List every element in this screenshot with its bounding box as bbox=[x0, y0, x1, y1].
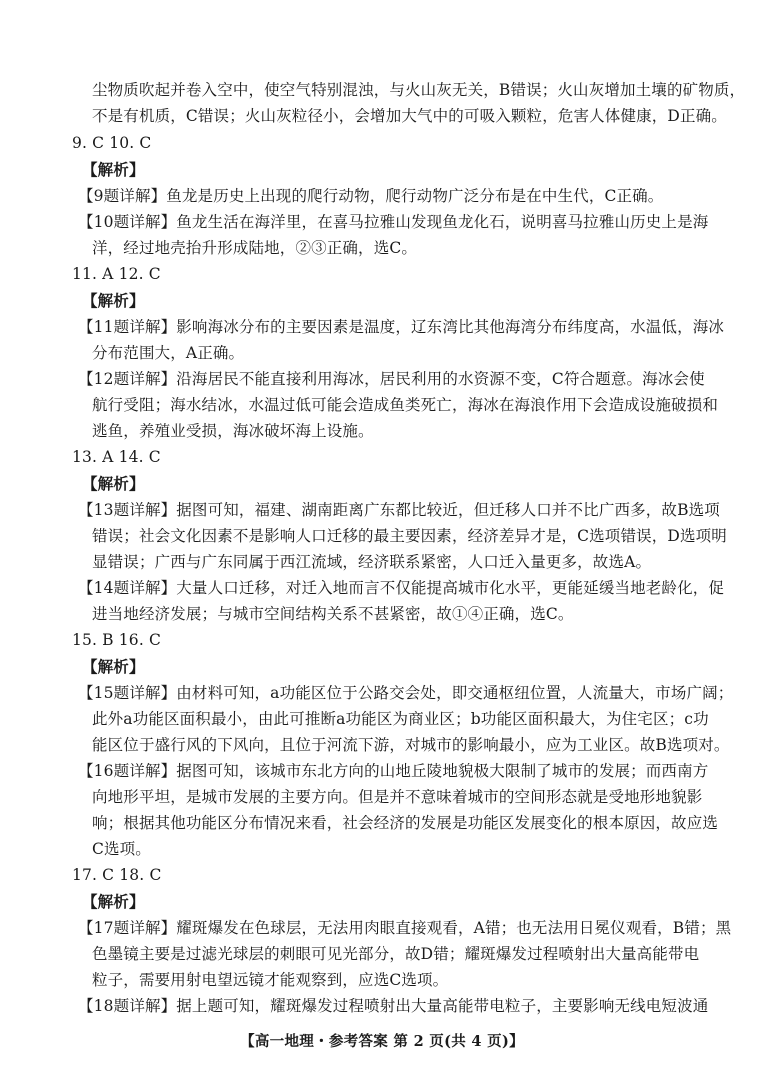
analysis-label: 【解析】 bbox=[82, 291, 145, 310]
text-line: 【15题详解】由材料可知，a功能区位于公路交会处，即交通枢纽位置，人流量大，市场广阔； bbox=[78, 684, 734, 702]
text-line: 错误；社会文化因素不是影响人口迁移的最主要因素，经济差异才是，C选项错误，D选项明 bbox=[92, 527, 727, 545]
text-line: 分布范围大，A正确。 bbox=[92, 344, 245, 362]
answer-key: 13. A 14. C bbox=[72, 448, 161, 466]
text-line: 【17题详解】耀斑爆发在色球层，无法用肉眼直接观看，A错；也无法用日冕仪观看，B错；黑 bbox=[78, 919, 732, 937]
page-footer: 【高一地理・参考答案 第 2 页(共 4 页)】 bbox=[240, 1033, 524, 1050]
text-line: 洋，经过地壳抬升形成陆地，②③正确，选C。 bbox=[92, 239, 418, 257]
text-line: 航行受阻；海水结冰，水温过低可能会造成鱼类死亡，海冰在海浪作用下会造成设施破损和 bbox=[92, 396, 719, 414]
text-line: 逃鱼，养殖业受损，海冰破坏海上设施。 bbox=[92, 422, 374, 440]
text-line: 【9题详解】鱼龙是历史上出现的爬行动物，爬行动物广泛分布是在中生代，C正确。 bbox=[78, 187, 664, 205]
analysis-label: 【解析】 bbox=[82, 892, 145, 911]
answer-key: 15. B 16. C bbox=[72, 631, 161, 649]
text-line: 粒子，需要用射电望远镜才能观察到，应选C选项。 bbox=[92, 971, 449, 989]
text-line: C选项。 bbox=[92, 840, 151, 858]
text-line: 此外a功能区面积最小，由此可推断a功能区为商业区；b功能区面积最大，为住宅区；c功 bbox=[92, 710, 709, 728]
analysis-label: 【解析】 bbox=[82, 160, 145, 179]
text-line: 能区位于盛行风的下风向，且位于河流下游，对城市的影响最小，应为工业区。故B选项对。 bbox=[92, 736, 730, 754]
answer-key: 11. A 12. C bbox=[72, 265, 161, 283]
text-line: 【18题详解】据上题可知，耀斑爆发过程喷射出大量高能带电粒子，主要影响无线电短波通 bbox=[78, 997, 709, 1015]
analysis-label: 【解析】 bbox=[82, 474, 145, 493]
text-line: 【12题详解】沿海居民不能直接利用海冰，居民利用的水资源不变，C符合题意。海冰会使 bbox=[78, 370, 705, 388]
answer-key: 9. C 10. C bbox=[72, 134, 152, 152]
analysis-label: 【解析】 bbox=[82, 657, 145, 676]
text-line: 【16题详解】据图可知，该城市东北方向的山地丘陵地貌极大限制了城市的发展；而西南方 bbox=[78, 762, 709, 780]
text-line: 向地形平坦，是城市发展的主要方向。但是并不意味着城市的空间形态就是受地形地貌影 bbox=[92, 788, 703, 806]
text-line: 进当地经济发展；与城市空间结构关系不甚紧密，故①④正确，选C。 bbox=[92, 605, 574, 623]
answer-key: 17. C 18. C bbox=[72, 866, 162, 884]
text-line: 【11题详解】影响海冰分布的主要因素是温度，辽东湾比其他海湾分布纬度高，水温低，海冰 bbox=[78, 318, 725, 336]
text-line: 【13题详解】据图可知，福建、湖南距离广东都比较近，但迁移人口并不比广西多，故B选项 bbox=[78, 501, 720, 519]
text-line: 显错误；广西与广东同属于西江流域，经济联系紧密，人口迁入量更多，故选A。 bbox=[92, 553, 652, 571]
text-line: 不是有机质，C错误；火山灰粒径小，会增加大气中的可吸入颗粒，危害人体健康，D正确。 bbox=[92, 107, 727, 125]
text-line: 色墨镜主要是过滤光球层的刺眼可见光部分，故D错；耀斑爆发过程喷射出大量高能带电 bbox=[92, 945, 700, 963]
text-line: 尘物质吹起并卷入空中，使空气特别混浊，与火山灰无关，B错误；火山灰增加土壤的矿物质， bbox=[92, 81, 746, 99]
text-line: 【14题详解】大量人口迁移，对迁入地而言不仅能提高城市化水平，更能延缓当地老龄化，促 bbox=[78, 579, 725, 597]
text-line: 响；根据其他功能区分布情况来看，社会经济的发展是功能区发展变化的根本原因，故应选 bbox=[92, 814, 719, 832]
text-line: 【10题详解】鱼龙生活在海洋里，在喜马拉雅山发现鱼龙化石，说明喜马拉雅山历史上是海 bbox=[78, 213, 709, 231]
